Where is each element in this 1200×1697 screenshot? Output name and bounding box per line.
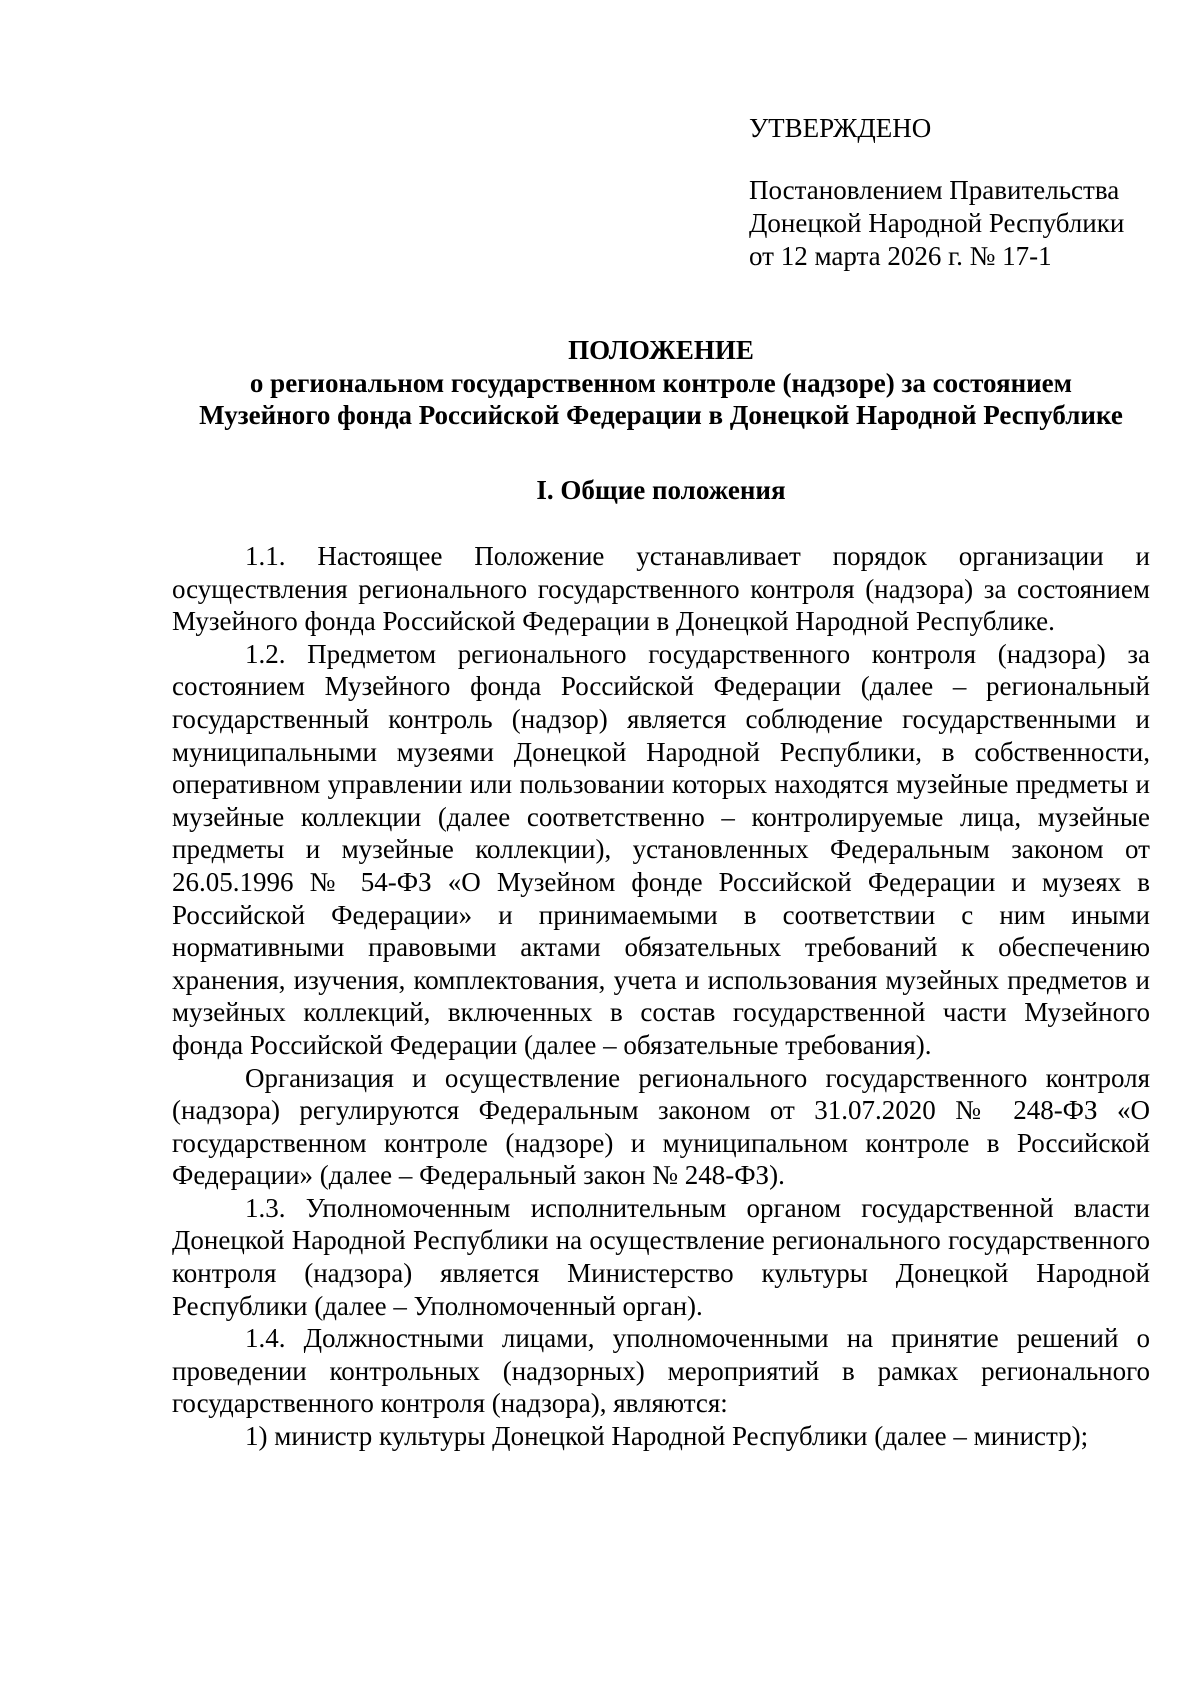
- paragraph-1-4-item-1: 1) министр культуры Донецкой Народной Республики (далее – министр);: [245, 1421, 1089, 1452]
- paragraph-1-1: 1.1. Настоящее Положение устанавливает порядок организации и осуществления регионального государственного контроля (надзора) за состоянием Музейного фонда Российской Федерации в Донецкой Народной Республике.: [172, 541, 1150, 637]
- document-title: [172, 334, 1150, 432]
- paragraph-1-4: 1.4. Должностными лицами, уполномоченными на принятие решений о проведении контрольных (надзорных) мероприятий в рамках регионального государственного контроля (надзора), являются:: [172, 1323, 1150, 1419]
- decree-line-1: Постановлением Правительства: [749, 175, 1120, 205]
- section-heading: I. Общие положения: [536, 475, 786, 505]
- decree-line-2: Донецкой Народной Республики: [749, 208, 1125, 238]
- title-heading: ПОЛОЖЕНИЕ: [568, 335, 754, 365]
- approval-stamp: УТВЕРЖДЕНО: [749, 113, 932, 143]
- paragraph-1-2: 1.2. Предметом регионального государственного контроля (надзора) за состоянием Музейного фонда Российской Федерации (далее – региональный государственный контроль (надзор) является соблюдение государственными и муниципальными музеями Донецкой Народной Республики, в собственности, оперативном управлении или пользовании которых находятся музейные предметы и музейные коллекции (далее соответственно – контролируемые лица, музейные предметы и музейные коллекции), установленных Федеральным законом от 26.05.1996 № 54-ФЗ «О Музейном фонде Российской Федерации и музеях в Российской Федерации» и принимаемыми в соответствии с ним иными нормативными правовыми актами обязательных требований к обеспечению хранения, изучения, комплектования, учета и использования музейных предметов и музейных коллекций, включенных в состав государственной части Музейного фонда Российской Федерации (далее – обязательные требования).: [172, 638, 1150, 1060]
- paragraph-1-2-organization: Организация и осуществление регионального государственного контроля (надзора) регулируются Федеральным законом от 31.07.2020 № 248-ФЗ «О государственном контроле (надзоре) и муниципальном контроле в Российской Федерации» (далее – Федеральный закон № 248-ФЗ).: [172, 1062, 1150, 1191]
- approval-block: [749, 112, 1169, 273]
- paragraph-1-3: 1.3. Уполномоченным исполнительным органом государственной власти Донецкой Народной Республики на осуществление регионального государственного контроля (надзора) является Министерство культуры Донецкой Народной Республики (далее – Уполномоченный орган).: [172, 1192, 1150, 1321]
- document-body: [172, 540, 1150, 1453]
- decree-line-3: от 12 марта 2026 г. № 17-1: [749, 241, 1052, 271]
- title-subtitle-line-1: о региональном государственном контроле (надзоре) за состоянием: [249, 367, 1073, 398]
- title-subtitle-line-2: Музейного фонда Российской Федерации в Донецкой Народной Республике: [199, 400, 1123, 430]
